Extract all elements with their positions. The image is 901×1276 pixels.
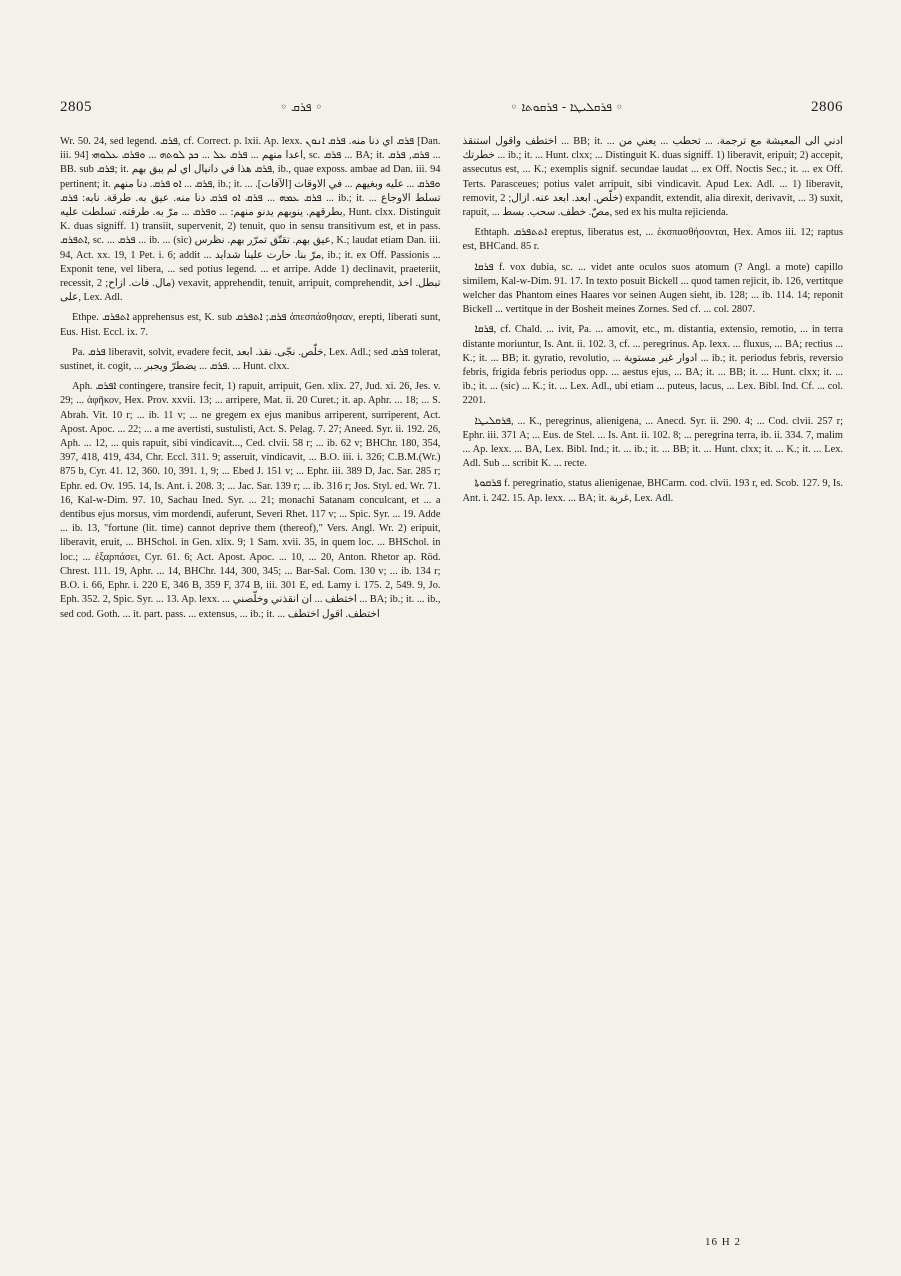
entry-paragraph: Aph. ܐܦܪܩ contingere, transire fecit, 1) rapuit, arripuit, Gen. xlix. 27, Jud. xi. 26, Jes. v. 29; ... ἀφῆκον, Hex. Prov. xxvii. 13; ... arripere, Mat. ii. 20 Curet.; it. ap. Aphr. ... 18; ... S. Abrah. Vit. 10 r; ... ib. 11 v; ... ne gregem ex ejus manibus arriperent, surriperent, Act. Apost. Apoc. ... 22; ... a me avertisti, sustulisti, Act. S. Pelag. 7. 27; Aneed. Syr. ii. 192. 26, Aph. ... 12, ... quis rapuit, sibi vindicavit..., Ced. clvii. 58 r; ... ib. 62 v; BHChr. 180, 354, 397, 418, 419, 434, Chr. Eccl. 311. 9; asseruit, vindicavit, ... B.O. iii. i. 326; C.B.M.(Wr.) 875 b, Cyr. 41. 12, 360. 10, 391. 1, 9; ... Ebed J. 151 v; ... Ephr. iii. 389 D, Jac. Sar. 285 r; Ephr. ed. Ov. 195. 14, Is. Ant. i. 208. 3; ... Jac. Sar. 139 r; ... ib. 316 r; Jos. Styl. ed. Wr. 71. 16, Kal-w-Dim. 97. 10, Sachau Ined. Syr. ... 21; monachi Satanam conculcant, et ... a dentibus ejus morsus, vim mordendi, auferunt, Severi Rhet. 117 v; ... Spic. Syr. ... 19. Adde ... ib. 13, "fortune (lit. time) cannot deprive them (thereof)," Vers. Angl. Wr. 2) eripuit, liberavit, eruit, ... BHSchol. in Gen. xlix. 9; 1 Sam. xvii. 35, in quem loc. ... BHSchol. in loc.; ... ἐξαρπάσει, Cyr. 61. 6; Act. Apost. Apoc. ... 10, ... 20, Anton. Rhetor ap. Röd. Chrest. 111. 19, Aphr. ... 14, BHChr. 144, 300, 345; ... Bar-Sal. Com. 130 v; ... ib. 134 r; B.O. i. 66, Ephr. i. 220 E, 346 B, 359 F, 374 B, iii. 301 E, ed. Lamy i. 175. 2, 549. 9, Jo. Eph. 352. 2, Spic. Syr. ... 13. Ap. lexx. ... اختطف ... ان انقذني وخلّصني ... BA; ib.; it. ... ib., sed cod. Goth. ... it. part. pass. ... extensus, ... ib.; it. ... اختطف. اقول اختطف [60, 381, 441, 620]
left-column [60, 135, 441, 1206]
entry-paragraph: اختطف واقول استنقذ ... BB; it. ... ادني الى المعيشة مع ترجمة. ... تحطب ... يعني من خطرتك ... ib.; it. ... Hunt. clxx; ... Distinguit K. duas signiff. 1) liberavit, eripuit; 2) accepit, assecutus est, ... K.; exemplis signif. secundae laudat ... ex Off. Noctis Sec.; it. ... ex Off. Terts. Parasceues; potius valet arripuit, sibi vindicavit. Apud Lex. Adl. ... 1) liberavit, removit, خلّص. ابعد. ابعد عنه. ازال; 2) expandit, extendit, alia direxit, derivavit, ... 3) suxit, rapuit, ... مصّ. خطف. سحب. بسط, sed ex his multa rejicienda. [462, 136, 843, 219]
entry-paragraph: ܦܪܩܐ f. vox dubia, sc. ... videt ante oculos suos atomum (? Angl. a mote) capillo similem, Kal-w-Dim. 91. 17. In texto posuit Bickell ... quod tamen rejicit, ib. 126, vertitque welcher das Phantom eines Haares vor seinen Augen sieht, ib. 128; ... ib. 114. 14; reponit Bickell ... vertitque in der Bosheit meines Zornes. Sed cf. ... col. 2807. [462, 261, 843, 316]
dictionary-body [60, 135, 843, 1206]
entry-paragraph: Wr. 50. 24, sed legend. ܦܪܩ, cf. Correct. p. lxii. Ap. lexx. ܦܪܩ اي دنا منه. ܦܪܩ ܐܢܘܢ [Dan. iii. 94] اعدا منهم ... ܦܪܩ ܥܠ ... ܟܕ ܠܘܬܗ ... ܘܦܪܩ ܥܠܘܗܝ, sc. ܦܪܩ ... BA; it. ܦܪܩ, ܦܪܩ ... BB. sub ܦܪܩ; it. ܦܪܩ هذا في دانيال اي لم يبق بهم, ib., quae exposs. ambae ad Dan. iii. 94 pertinent; it. ܦܪܩ ... ܐܘ ܦܪܩ. دنا منهم, ib.; it. ... ܘܦܪܩ ... عليه وبغيهم ... في الاوقات [الآفات]. ܦܪܩ ܥܡܗ ... ܦܪܩ ܐܘ ܦܪܩ دنا منه. عيق به. طرقة. نابه: ܦܪܩ ... ib.; it. ... تسلط الاوجاع بطرقهم. ينوبهم يدنو منهم: ... ܘܦܪܩ ... مرّ به. طرقته. تسلطت عليه, Hunt. clxx. Distinguit K. duas signiff. 1) transiit, supervenit, 2) tenuit, quo in sensu transitivum est, et in pass. ܐܬܦܪܩ, sc. ... ܦܪܩ ... ib. ... (sic) عيق بهم. تقتّق تمرّر بهم. نظرس, K.; laudat etiam Dan. iii. 94, Act. xx. 19, 1 Pet. i. 6; addit ... مرّ بنا. حارت علينا شدايد, ib.; it. ex Off. Passionis ... Exponit tene, vel libera, ... sed potius legend. ... et arripe. Adde 1) declinavit, praeteriit, recessit, مال. فات. ازاح; 2) vexavit, apprehendit, tenuit, arripuit, comprehendit, تبطل. اخذ على, Lex. Adl. [60, 136, 441, 304]
right-page-number: 2806 [811, 98, 843, 115]
entry-paragraph: Ethpe. ܐܬܦܪܩ apprehensus est, K. sub ܦܪܩ; ܐܬܦܪܩ ἀπεσπάσθησαν, erepti, liberati sunt, Eus. Hist. Eccl. ix. 7. [60, 312, 441, 338]
left-running-head: ◦ ܦܪܩ ◦ [280, 99, 323, 114]
right-column [463, 135, 844, 1206]
right-running-head: ◦ ܦܪܩܠܝܛܐ - ܦܪܩܘܬܐ ◦ [510, 99, 623, 114]
left-page-number: 2805 [60, 98, 92, 115]
entry-paragraph: ܦܪܩܘܬܐ f. peregrinatio, status alienigenae, BHCarm. cod. clvii. 193 r, ed. Scob. 127. 9, Is. Ant. i. 242. 15. Ap. lexx. ... BA; it. غربة, Lex. Adl. [462, 478, 843, 504]
entry-paragraph: Pa. ܦܪܩ liberavit, solvit, evadere fecit, خلّص. نجّى. نقذ. ابعد, Lex. Adl.; sed ܦܪܩ tolerat, sustinet, it. cogit, ... ܦܪܩ ... يضطرّ ويجبر. ... Hunt. clxx. [60, 346, 441, 373]
entry-paragraph: Ethtaph. ܐܬܬܦܪܩ ereptus, liberatus est, ... ἐκσπασθήσονται, Hex. Amos iii. 12; raptus est, BHCand. 85 r. [462, 227, 843, 253]
signature-mark: 16 H 2 [705, 1236, 741, 1248]
entry-paragraph: ܦܪܩܐ, cf. Chald. ... ivit, Pa. ... amovit, etc., m. distantia, extensio, remotio, ... in terra distante moriuntur, Is. Ant. ii. 102. 3, cf. ... peregrinus. Ap. lexx. ... fluxus, ... BA; rectius ... K.; it. ... BB; it. gyratio, revolutio, ... ادوار غير مستوية ... ib.; it. periodus febris, reversio febris, frigida febris periodus opp. ... aestus ejus, ... BA; it. ... BB; it. ... Hunt. clxx; it. ... ib.; it. ... (sic) ... K.; it. ... Lex. Adl., ubi etiam ... puteus, lacus, ... Lex. Bibl. Ind. Cf. ... col. 2201. [462, 324, 843, 407]
entry-paragraph: ܦܪܩܠܝܛܐ, ... K., peregrinus, alienigena, ... Anecd. Syr. ii. 290. 4; ... Cod. clvii. 257 r; Ephr. iii. 371 A; ... Eus. de Stel. ... Is. Ant. ii. 102. 8; ... peregrina terra, ib. ii. 334. 7, malim ... Ap. lexx. ... BA, Lex. Bibl. Ind.; it. ... ib.; it. ... BB; it. ... Hunt. clxx; it. ... K.; it. ... Lex. Adl. Sub ... scribit K. ... recte. [462, 415, 843, 470]
page-header [60, 96, 843, 118]
